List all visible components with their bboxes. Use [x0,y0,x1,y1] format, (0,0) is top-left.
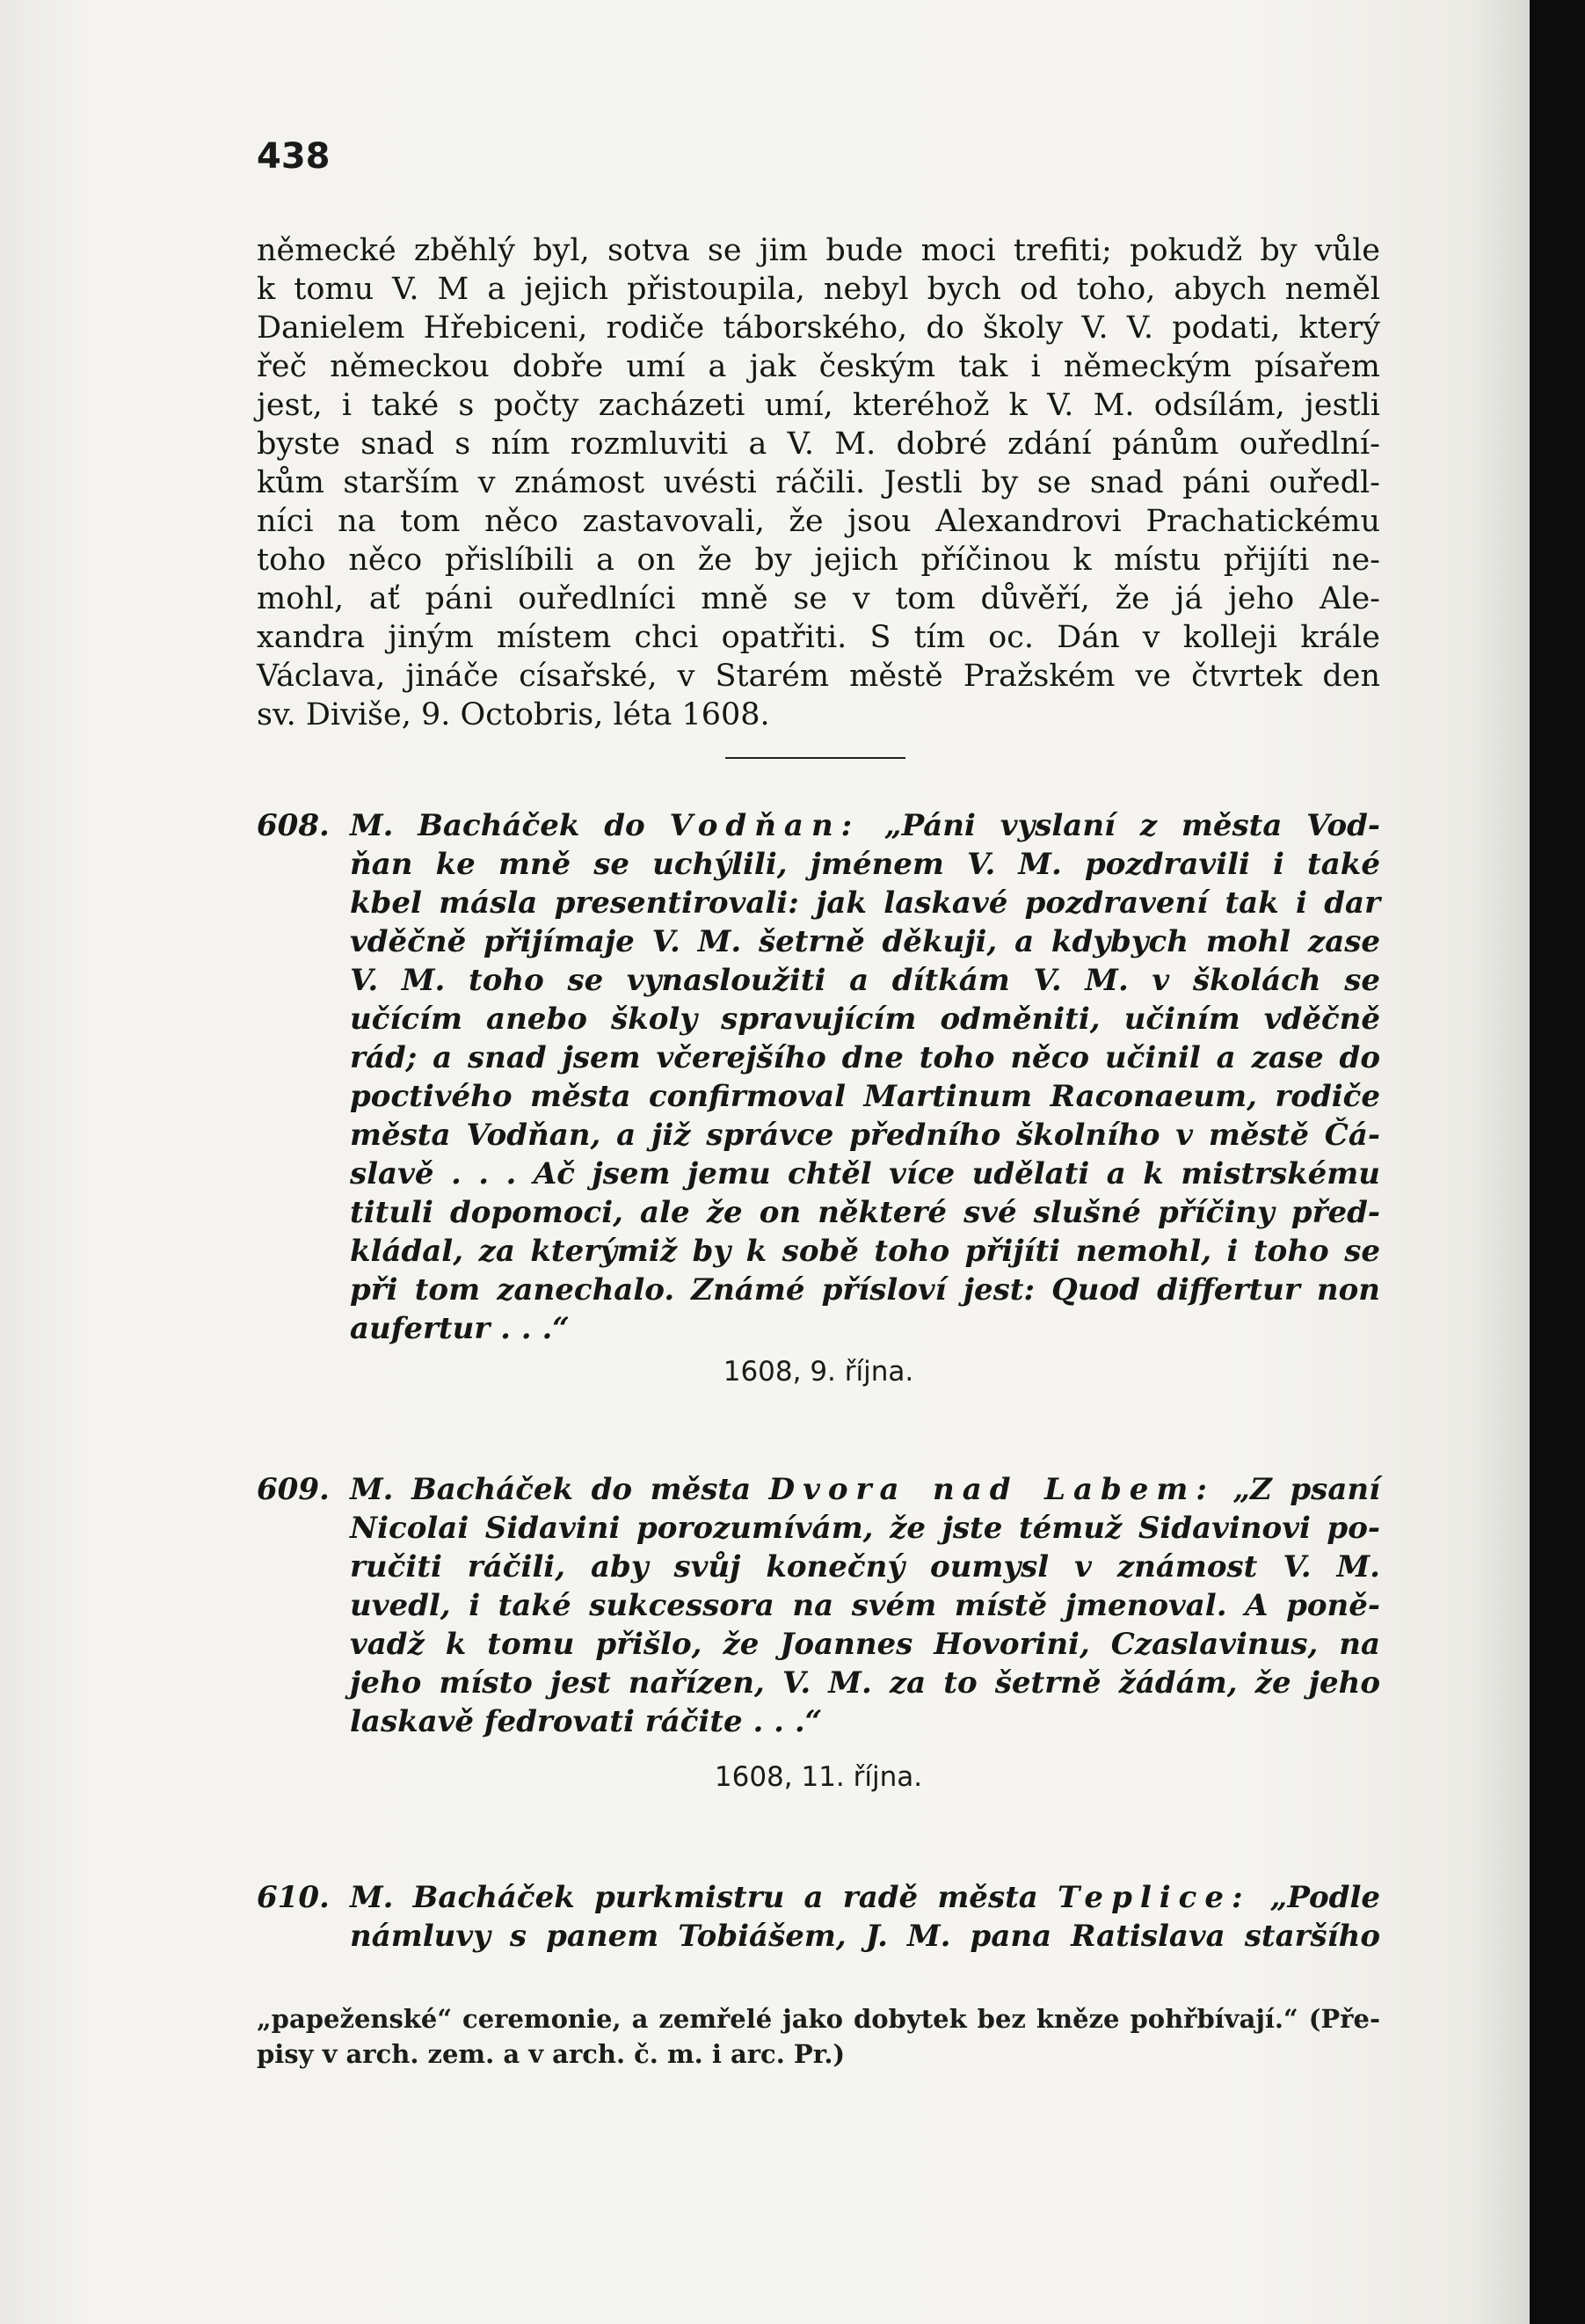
footnote [257,2001,1380,2072]
entry-text: „Z psaní [1232,1472,1380,1507]
entry-date: 1608, 11. října. [714,1761,923,1793]
entry-line: učícím anebo školy spravujícím odměniti, učiním vděčně [350,1002,1380,1037]
entry-date: 1608, 9. října. [723,1356,914,1388]
section-divider [725,757,905,759]
entry-line: poctivého města confirmoval Martinum Raconaeum, rodiče [350,1079,1380,1114]
entry-place: Dvora nad Labem: [768,1472,1215,1507]
entry-first-line [257,1878,1380,1917]
entry-line: Nicolai Sidavini porozumívám, že jste témuž Sidavinovi po- [350,1511,1380,1546]
entry-line: ručiti ráčili, aby svůj konečný oumysl v známost V. M. [350,1549,1380,1585]
body-line: řeč německou dobře umí a jak českým tak i německým písařem [257,349,1380,384]
entry-line: vadž k tomu přišlo, že Joannes Hovorini, Czaslavinus, na [350,1627,1380,1662]
entry-line: laskavě fedrovati ráčite . . .“ [350,1704,823,1739]
body-line: k tomu V. M a jejich přistoupila, nebyl bych od toho, abych neměl [257,272,1380,307]
entry-line: aufertur . . .“ [350,1311,570,1346]
entry-head: M. Bacháček do města [350,1472,769,1507]
entry-609 [257,1470,1380,1741]
body-line: xandra jiným místem chci opatřiti. S tím oc. Dán v kolleji krále [257,620,1380,655]
entry-line: V. M. toho se vynasloužiti a dítkám V. M. v školách se [350,963,1380,998]
entry-line: slavě . . . Ač jsem jemu chtěl více udělati a k mistrskému [350,1156,1380,1191]
entry-line: při tom zanechalo. Známé přísloví jest: Quod differtur non [350,1272,1380,1308]
entry-line: města Vodňan, a již správce předního školního v městě Čá- [350,1118,1380,1153]
entry-first-line [257,1470,1380,1509]
body-line: níci na tom něco zastavovali, že jsou Alexandrovi Prachatickému [257,504,1380,539]
page-number: 438 [257,136,331,177]
entry-number: 610. [257,1880,330,1915]
book-spine-shadow [1530,0,1585,2324]
entry-610 [257,1878,1380,1956]
entry-608 [257,806,1380,1348]
entry-place: Vodňan: [669,808,861,843]
body-line: Danielem Hřebiceni, rodiče táborského, do školy V. V. podati, který [257,310,1380,346]
entry-line: kbel másla presentirovali: jak laskavé pozdravení tak i dar [350,885,1380,921]
entry-line: námluvy s panem Tobiášem, J. M. pana Ratislava staršího [350,1919,1380,1954]
entry-line: uvedl, i také sukcessora na svém místě jmenoval. A poně- [350,1588,1380,1623]
entry-place: Teplice: [1058,1880,1251,1915]
body-line: mohl, ať páni ouředlníci mně se v tom důvěří, že já jeho Ale- [257,581,1380,616]
body-line: kům starším v známost uvésti ráčili. Jestli by se snad páni ouředl- [257,465,1380,500]
entry-text: „Podle [1269,1880,1380,1915]
entry-line: jeho místo jest nařízen, V. M. za to šetrně žádám, že jeho [350,1665,1380,1701]
body-line: jest, i také s počty zacházeti umí, kteréhož k V. M. odsílám, jestli [257,388,1380,423]
body-line: sv. Diviše, 9. Octobris, léta 1608. [257,697,770,732]
entry-line: tituli dopomoci, ale že on některé své slušné příčiny před- [350,1195,1380,1230]
entry-text: „Páni vyslaní z města Vod- [884,808,1381,843]
entry-first-line [257,806,1380,845]
body-line: toho něco přislíbili a on že by jejich příčinou k místu přijíti ne- [257,543,1380,578]
body-line: německé zběhlý byl, sotva se jim bude moci trefiti; pokudž by vůle [257,233,1380,268]
entry-head: M. Bacháček do [350,808,670,843]
entry-line: kládal, za kterýmiž by k sobě toho přijíti nemohl, i toho se [350,1234,1380,1269]
letter-continuation [257,231,1380,734]
body-line: Václava, jináče císařské, v Starém městě Pražském ve čtvrtek den [257,659,1380,694]
entry-number: 609. [257,1472,330,1507]
entry-head: M. Bacháček purkmistru a radě města [350,1880,1058,1915]
entry-number: 608. [257,808,330,843]
entry-line: vděčně přijímaje V. M. šetrně děkuji, a kdybych mohl zase [350,924,1380,959]
entry-line: ňan ke mně se uchýlili, jménem V. M. pozdravili i také [350,847,1380,882]
footnote-line: „papeženské“ ceremonie, a zemřelé jako dobytek bez kněze pohřbívají.“ (Pře- [257,2004,1380,2034]
body-line: byste snad s ním rozmluviti a V. M. dobré zdání pánům ouředlní- [257,426,1380,462]
footnote-line: pisy v arch. zem. a v arch. č. m. i arc. Pr.) [257,2039,846,2069]
entry-line: rád; a snad jsem včerejšího dne toho něco učinil a zase do [350,1040,1380,1075]
